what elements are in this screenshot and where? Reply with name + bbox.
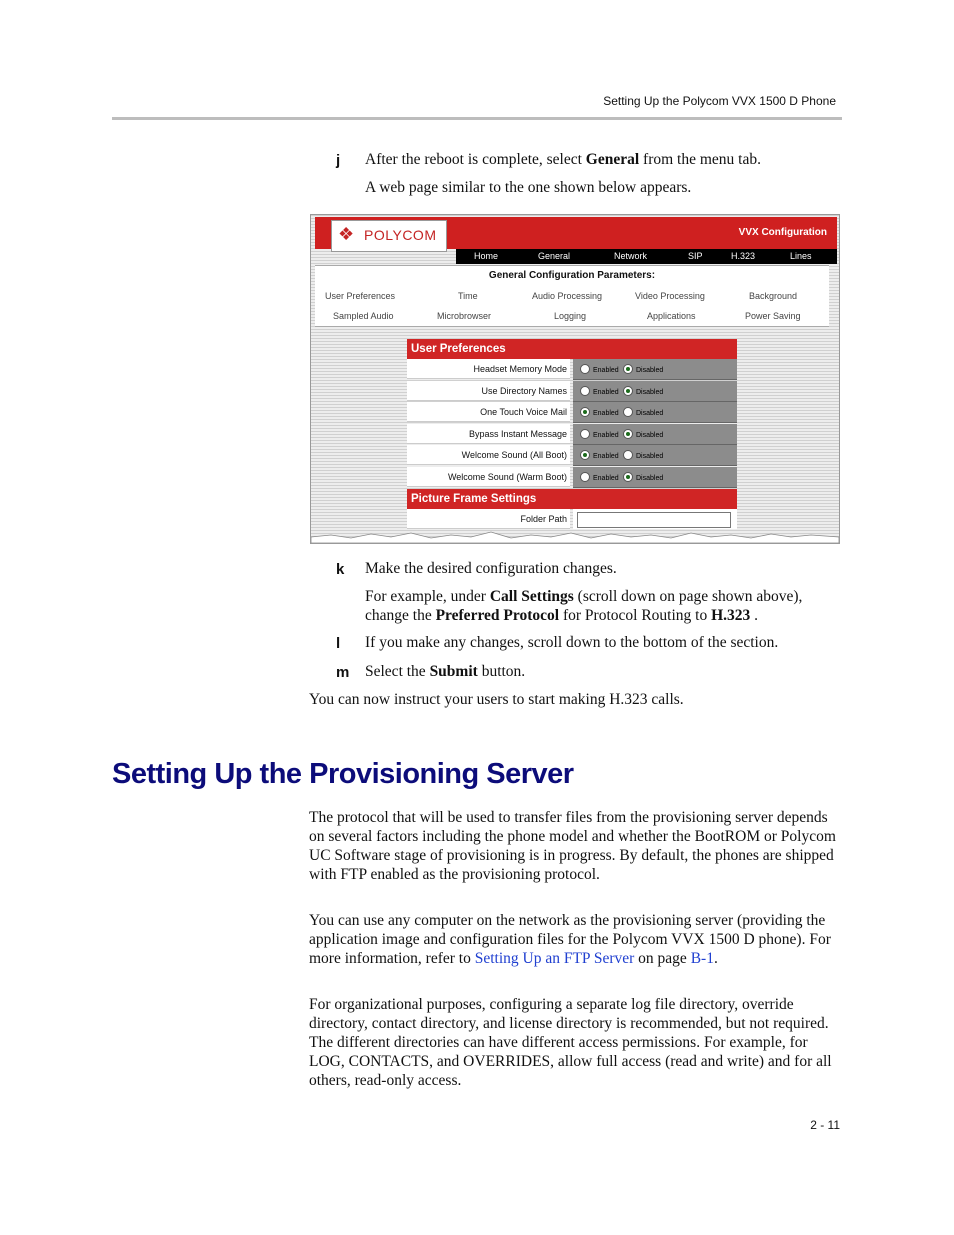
disabled-label: Disabled (636, 431, 664, 439)
step-m-text: Select the Submit button. (365, 663, 526, 680)
header-banner (315, 217, 837, 249)
submenu-audio-processing[interactable]: Audio Processing (532, 291, 603, 301)
section-heading: General Configuration Parameters: (315, 265, 829, 287)
step-marker-k: k (336, 561, 345, 578)
step-k-example: For example, under Call Settings (scroll down on page shown above), change the Preferred Protocol for Protocol Routing to H.323 . (365, 588, 803, 624)
submenu-time[interactable]: Time (458, 291, 478, 301)
disabled-radio[interactable] (623, 407, 633, 417)
disabled-label: Disabled (636, 410, 664, 417)
section-title: Setting Up the Provisioning Server (112, 758, 574, 790)
step-k-text: Make the desired configuration changes. (365, 560, 617, 577)
disabled-radio[interactable] (623, 429, 633, 439)
submenu (315, 286, 829, 327)
step-j-text: After the reboot is complete, select General from the menu tab. (365, 151, 761, 168)
config-screenshot (310, 214, 840, 544)
pref-row (407, 445, 737, 467)
step-l-text: If you make any changes, scroll down to the bottom of the section. (365, 634, 779, 651)
folder-path-input[interactable] (577, 512, 731, 528)
enabled-radio[interactable] (580, 429, 590, 439)
nav-lines[interactable]: Lines (790, 251, 812, 261)
submenu-sampled-audio[interactable]: Sampled Audio (333, 311, 394, 321)
step-marker-m: m (336, 664, 350, 681)
nav-home[interactable]: Home (474, 251, 499, 261)
pref-row (407, 467, 737, 489)
nav-h323[interactable]: H.323 (731, 251, 756, 261)
step-marker-l: l (336, 635, 341, 652)
section-paragraph-1: The protocol that will be used to transfer files from the provisioning server depends on several factors including the phone model and whether the BootROM or Polycom UC Software stage of provisioning is in progress. By default, the phones are shipped with FTP enabled as the provisioning protocol. (309, 809, 836, 883)
disabled-radio[interactable] (623, 386, 633, 396)
enabled-radio[interactable] (580, 450, 590, 460)
submenu-applications[interactable]: Applications (647, 311, 696, 321)
pref-row (407, 424, 737, 446)
enabled-label: Enabled (593, 431, 619, 439)
closing-line: You can now instruct your users to start making H.323 calls. (309, 691, 684, 708)
pref-label: Bypass Instant Message (407, 424, 570, 444)
disabled-radio[interactable] (623, 450, 633, 460)
disabled-label: Disabled (636, 453, 664, 460)
section-paragraph-2: You can use any computer on the network as the provisioning server (providing the application image and configuration files for the Polycom VVX 1500 D phone). For more information, refer to Setting Up an FTP Server on page B-1. (309, 912, 831, 967)
nav-sip[interactable]: SIP (688, 251, 703, 261)
user-preferences-panel (407, 339, 737, 531)
picture-frame-title: Picture Frame Settings (407, 489, 737, 509)
pref-label: Welcome Sound (Warm Boot) (407, 467, 570, 487)
disabled-label: Disabled (636, 388, 664, 396)
submenu-user-preferences[interactable]: User Preferences (325, 291, 396, 301)
disabled-label: Disabled (636, 474, 664, 482)
step-j-note: A web page similar to the one shown below appears. (365, 179, 692, 196)
enabled-radio[interactable] (580, 407, 590, 417)
header-rule (112, 117, 842, 120)
section-paragraph-3: For organizational purposes, configuring a separate log file directory, override directory, contact directory, and license directory is recommended, but not required. The different directories can have different access permissions. For example, for LOG, CONTACTS, and OVERRIDES, allow full access (read and write) and for all others, read-only access. (309, 996, 832, 1089)
enabled-label: Enabled (593, 453, 619, 460)
page-b1-link[interactable]: B-1 (690, 950, 714, 967)
nav-bar (456, 249, 837, 264)
folder-path-label: Folder Path (407, 509, 570, 529)
enabled-label: Enabled (593, 410, 619, 417)
pref-row (407, 402, 737, 424)
pref-label: Headset Memory Mode (407, 359, 570, 379)
pref-label: Use Directory Names (407, 381, 570, 401)
ftp-server-link[interactable]: Setting Up an FTP Server (474, 950, 635, 967)
submenu-video-processing[interactable]: Video Processing (635, 291, 705, 301)
torn-edge (311, 529, 839, 543)
polycom-logo-icon: ❖ (338, 224, 355, 244)
running-header: Setting Up the Polycom VVX 1500 D Phone (603, 94, 836, 108)
enabled-radio[interactable] (580, 472, 590, 482)
enabled-label: Enabled (593, 367, 619, 374)
submenu-logging[interactable]: Logging (554, 311, 587, 321)
polycom-logo: ❖ POLYCOM (331, 220, 447, 252)
pref-label: Welcome Sound (All Boot) (407, 445, 570, 465)
submenu-microbrowser[interactable]: Microbrowser (437, 311, 492, 321)
disabled-radio[interactable] (623, 472, 633, 482)
nav-network[interactable]: Network (614, 251, 648, 261)
step-marker-j: j (336, 152, 341, 169)
disabled-label: Disabled (636, 367, 664, 374)
user-preferences-title: User Preferences (407, 339, 737, 359)
enabled-radio[interactable] (580, 386, 590, 396)
enabled-label: Enabled (593, 388, 619, 396)
nav-general[interactable]: General (538, 251, 571, 261)
pref-row (407, 381, 737, 403)
enabled-label: Enabled (593, 474, 619, 482)
app-title: VVX Configuration (738, 227, 827, 238)
pref-label: One Touch Voice Mail (407, 402, 570, 422)
enabled-radio[interactable] (580, 364, 590, 374)
disabled-radio[interactable] (623, 364, 633, 374)
page-number: 2 - 11 (810, 1118, 840, 1132)
submenu-power-saving[interactable]: Power Saving (745, 311, 801, 321)
submenu-background[interactable]: Background (749, 291, 798, 301)
pref-row (407, 359, 737, 381)
